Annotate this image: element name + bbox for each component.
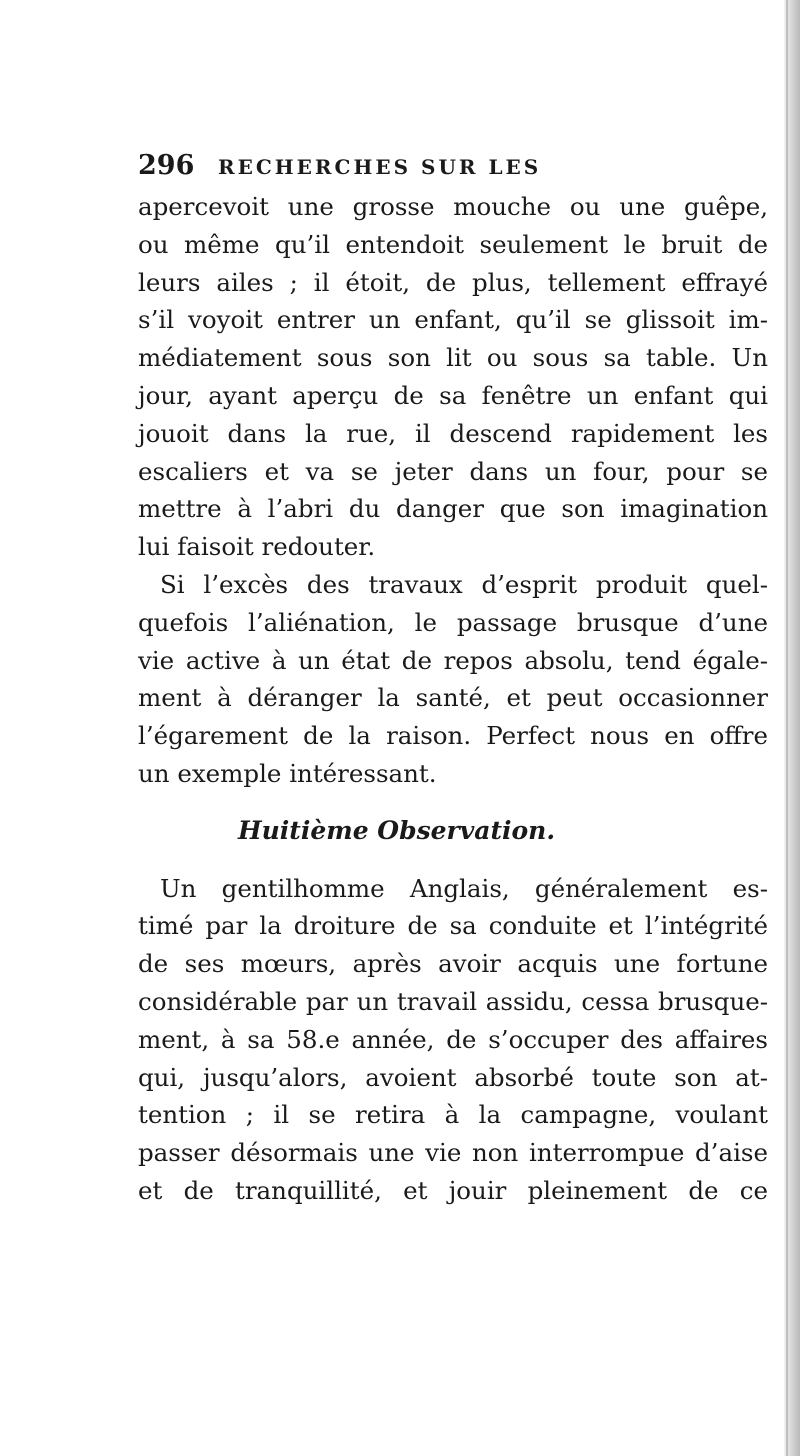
running-head-title: RECHERCHES SUR LES (218, 155, 542, 179)
text-line: un exemple intéressant. (138, 758, 437, 788)
paragraph-1 (138, 188, 768, 566)
text-line: apercevoit une grosse mouche ou une guêpe, (138, 192, 768, 221)
paragraph-2 (138, 566, 768, 793)
text-line: qui, jusqu’alors, avoient absorbé toute son at- (138, 1062, 768, 1092)
text-line: ment à déranger la santé, et peut occasionner (138, 683, 768, 713)
text-line: s’il voyoit entrer un enfant, qu’il se glissoit im- (138, 305, 768, 335)
text-line: Un gentilhomme Anglais, généralement es- (160, 873, 768, 903)
text-line: passer désormais une vie non interrompue d’aise (138, 1138, 768, 1168)
running-head (138, 150, 768, 186)
section-heading: Huitième Observation. (238, 815, 556, 845)
text-line: quefois l’aliénation, le passage brusque d’une (138, 607, 768, 637)
text-line: escaliers et va se jeter dans un four, pour se (138, 456, 768, 486)
text-line: ou même qu’il entendoit seulement le bruit de (138, 229, 768, 259)
text-line: timé par la droiture de sa conduite et l’intégrité (138, 911, 768, 941)
text-line: mettre à l’abri du danger que son imagination (138, 494, 768, 524)
text-line: de ses mœurs, après avoir acquis une fortune (138, 949, 768, 979)
text-line: l’égarement de la raison. Perfect nous en offre (138, 721, 768, 751)
text-line: jouoit dans la rue, il descend rapidement les (138, 418, 768, 448)
paragraph-3 (138, 870, 768, 1210)
text-line: médiatement sous son lit ou sous sa table. Un (138, 343, 768, 373)
page-number: 296 (138, 150, 195, 181)
text-line: considérable par un travail assidu, cessa brusque- (138, 986, 768, 1016)
text-line: lui faisoit redouter. (138, 532, 376, 562)
text-line: Si l’excès des travaux d’esprit produit quel- (160, 569, 768, 599)
page-text-block (138, 150, 768, 1210)
text-line: tention ; il se retira à la campagne, voulant (138, 1100, 768, 1130)
page-edge-line (786, 0, 788, 1456)
text-line: vie active à un état de repos absolu, tend égale- (138, 645, 768, 675)
text-line: leurs ailes ; il étoit, de plus, tellement effrayé (138, 267, 768, 297)
text-line: ment, à sa 58.e année, de s’occuper des affaires (138, 1024, 768, 1054)
text-line: jour, ayant aperçu de sa fenêtre un enfant qui (138, 380, 768, 410)
text-line: et de tranquillité, et jouir pleinement de ce (138, 1175, 768, 1205)
